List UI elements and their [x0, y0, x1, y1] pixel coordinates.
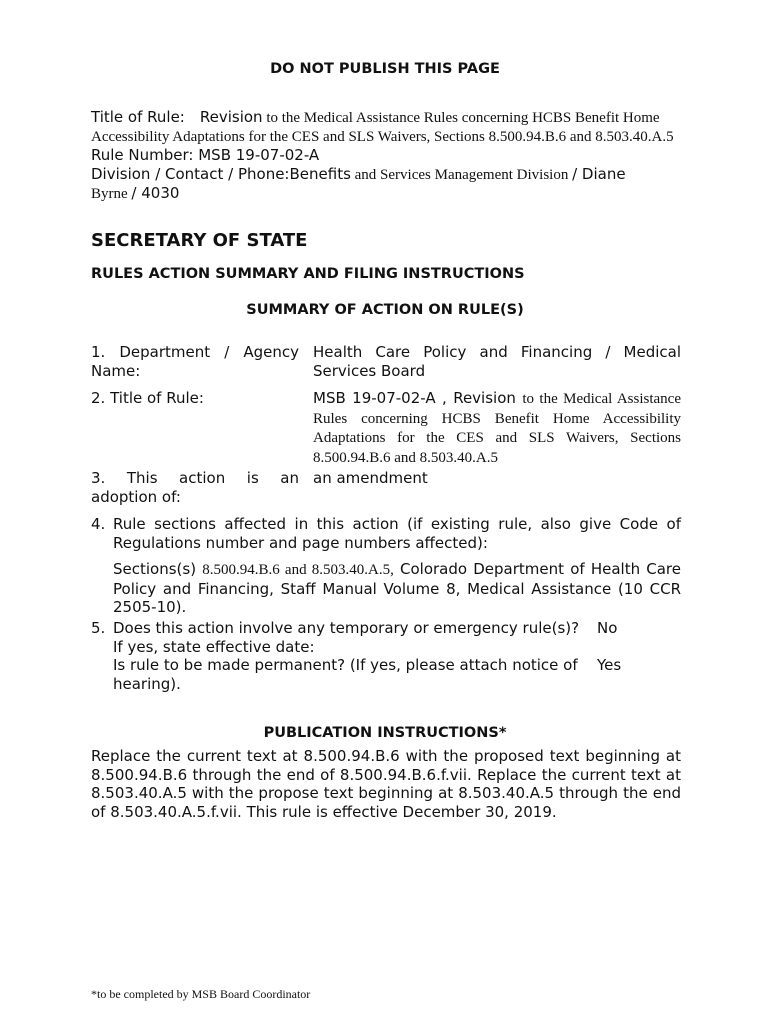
rule-sections-answer [113, 560, 681, 617]
division-contact-line [91, 165, 691, 204]
phone: / 4030 [131, 184, 180, 202]
sections-numbers: 8.500.94.B.6 and 8.503.40.A.5, [202, 562, 394, 578]
do-not-publish-heading: DO NOT PUBLISH THIS PAGE [270, 61, 500, 77]
temporary-rule-question: Does this action involve any temporary or emergency rule(s)? [113, 619, 580, 637]
contact-first: / Diane [572, 164, 626, 183]
item-number-4: 4. [91, 515, 106, 533]
rules-action-summary-title: RULES ACTION SUMMARY AND FILING INSTRUCTIONS [91, 266, 525, 282]
division-label: Division / Contact / Phone:Benefits [91, 164, 351, 183]
department-label: 1. Department / Agency Name: [91, 343, 299, 380]
action-row [91, 469, 681, 509]
rule-sections-item [91, 515, 681, 616]
publication-instructions-body: Replace the current text at 8.500.94.B.6 with the proposed text beginning at 8.500.94.B.6 through the end of 8.500.94.B.6.f.vii. Replace the current text at 8.503.40.A.5 with the propose text beginning at 8.503.40.A.5 through the end of 8.503.40.A.5.f.vii. This rule is effective December 30, 2019. [91, 747, 681, 821]
department-row [91, 343, 681, 383]
temporary-rule-answer: No [597, 619, 618, 637]
department-value: Health Care Policy and Financing / Medical Services Board [313, 343, 681, 380]
title-value-number: MSB 19-07-02-A , Revision [313, 389, 516, 407]
sections-source: Colorado Department of Health Care Policy and Financing, Staff Manual Volume 8, Medical Assistance (10 CCR 2505-10). [113, 560, 681, 616]
temporary-rule-item [91, 619, 681, 694]
rule-sections-question: Rule sections affected in this action (if existing rule, also give Code of Regulations number and page numbers affected): [113, 515, 681, 552]
action-value: an amendment [313, 469, 428, 487]
rule-number: Rule Number: MSB 19-07-02-A [91, 146, 320, 164]
title-first-word: Revision [199, 108, 263, 126]
title-rest: to the Medical Assistance Rules concerning HCBS Benefit Home Accessibility Adaptations for the CES and SLS Waivers, Sections 8.500.94.B.6 and 8.503.40.A.5 [91, 110, 674, 145]
action-label-line1: 3. This action is an [91, 469, 299, 487]
title-value [313, 389, 681, 467]
division-name: and Services Management Division [354, 166, 569, 183]
sections-label: Sections(s) [113, 560, 197, 578]
summary-of-action-title: SUMMARY OF ACTION ON RULE(S) [246, 302, 524, 318]
rule-header-block [91, 108, 691, 204]
effective-date-question: If yes, state effective date: [113, 637, 315, 656]
title-value-text: to the Medical Assistance Rules concerning HCBS Benefit Home Accessibility Adaptations for the CES and SLS Waivers, Sections 8.500.94.B.6 and 8.503.40.A.5 [313, 391, 681, 466]
action-label-line2: adoption of: [91, 487, 181, 506]
title-row [91, 389, 681, 464]
item-number-5: 5. [91, 619, 106, 637]
title-of-rule-label: Title of Rule: [91, 108, 185, 126]
title-label: 2. Title of Rule: [91, 389, 204, 407]
publication-instructions-title: PUBLICATION INSTRUCTIONS* [263, 725, 507, 741]
secretary-of-state-title: SECRETARY OF STATE [91, 230, 308, 251]
title-of-rule-line [91, 108, 691, 146]
contact-last: Byrne [91, 186, 128, 202]
permanent-rule-question: Is rule to be made permanent? (If yes, please attach notice of hearing). [113, 656, 578, 693]
permanent-rule-answer: Yes [597, 656, 622, 674]
footnote: *to be completed by MSB Board Coordinator [91, 987, 311, 1001]
